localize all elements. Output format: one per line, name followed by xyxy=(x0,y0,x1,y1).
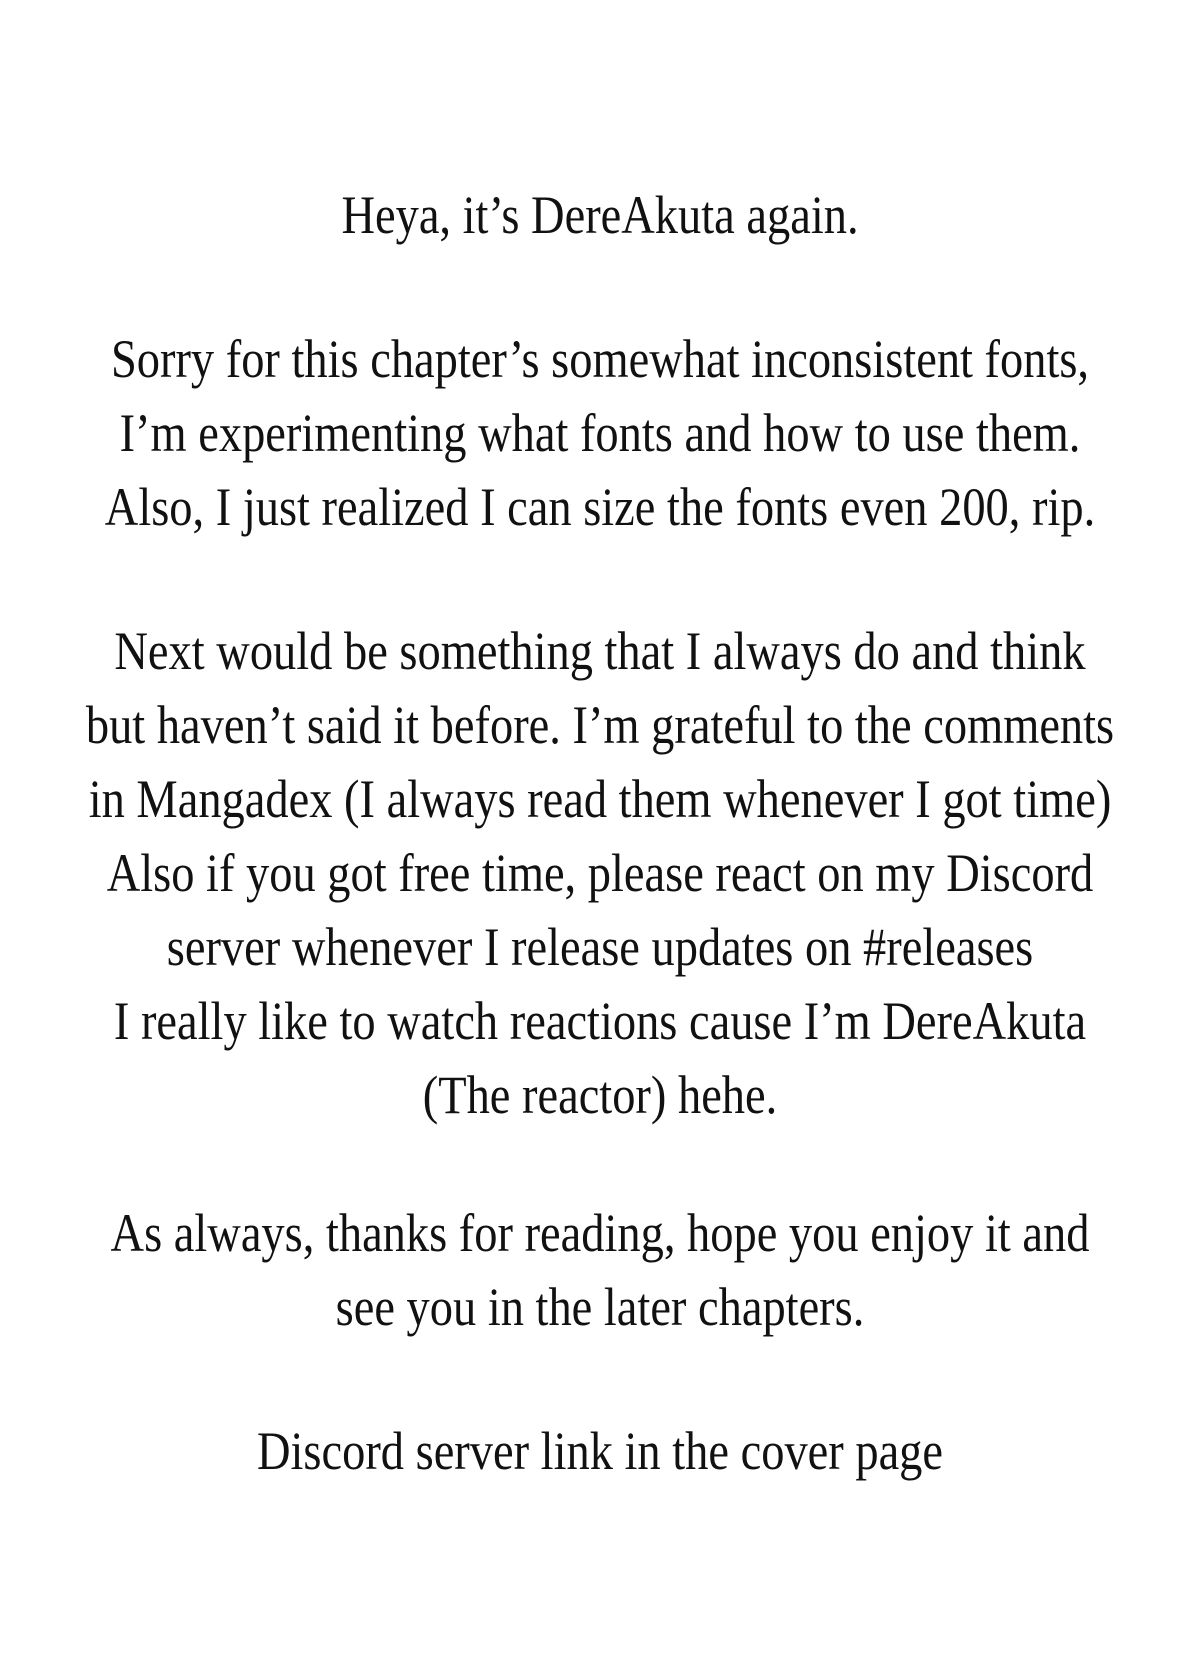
paragraph-line: Sorry for this chapter’s somewhat inconsistent fonts, xyxy=(110,329,1090,389)
fonts-apology-paragraph xyxy=(84,322,1116,544)
closing-paragraph xyxy=(84,1196,1116,1344)
paragraph-line: Also, I just realized I can size the fonts even 200, rip. xyxy=(104,477,1096,537)
discord-line: Discord server link in the cover page xyxy=(256,1421,944,1481)
paragraph-line: Next would be something that I always do and think xyxy=(114,621,1086,681)
paragraph-line: (The reactor) hehe. xyxy=(422,1065,778,1125)
paragraph-line: Also if you got free time, please react on my Discord xyxy=(106,843,1094,903)
thanks-paragraph xyxy=(84,614,1116,1132)
paragraph-line: but haven’t said it before. I’m grateful to the comments xyxy=(85,695,1115,755)
paragraph-line: I’m experimenting what fonts and how to use them. xyxy=(119,403,1081,463)
paragraph-line: in Mangadex (I always read them whenever I got time) xyxy=(88,769,1112,829)
paragraph-line: I really like to watch reactions cause I’m DereAkuta xyxy=(113,991,1087,1051)
discord-note xyxy=(84,1414,1116,1488)
greeting-line: Heya, it’s DereAkuta again. xyxy=(341,185,859,245)
paragraph-line: see you in the later chapters. xyxy=(335,1277,865,1337)
paragraph-line: server whenever I release updates on #releases xyxy=(166,917,1034,977)
paragraph-line: As always, thanks for reading, hope you enjoy it and xyxy=(110,1203,1090,1263)
greeting-paragraph xyxy=(84,178,1116,252)
